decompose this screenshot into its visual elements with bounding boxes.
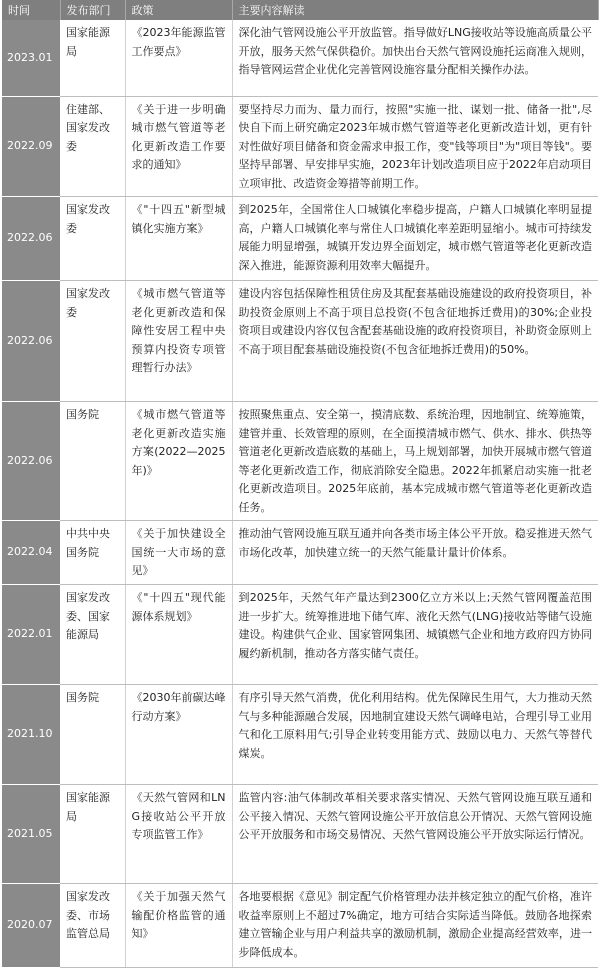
row-content: 到2025年，天然气年产量达到2300亿立方米以上;天然气管网覆盖范围进一步扩大。统筹推进地下储气库、液化天然气(LNG)接收站等储气设施建设。构建供气企业、国家管网集团、城镇燃气企业和地方政府四方协同履约新机制，推动各方落实储气责任。 bbox=[232, 585, 598, 685]
header-policy: 政策 bbox=[125, 0, 232, 20]
row-content: 监管内容:油气体制改革相关要求落实情况、天然气管网设施互联互通和公平接入情况、天然气管网设施公平开放信息公开情况、天然气管网设施公平开放服务和市场交易情况、天然气管网设施公平开放实际运行情况。 bbox=[232, 785, 598, 884]
row-content: 按照聚焦重点、安全第一，摸清底数、系统治理，因地制宜、统筹施策，建管并重、长效管理的原则，在全面摸清城市燃气、供水、排水、供热等管道老化更新改造底数的基础上，马上规划部署，加快开展城市燃气管道等老化更新改造工作，彻底消除安全隐患。2022年抓紧启动实施一批老化更新改造项目。2025年底前，基本完成城市燃气管道等老化更新改造任务。 bbox=[232, 402, 598, 521]
row-policy: 《关于加强天然气输配价格监管的通知》 bbox=[125, 884, 232, 968]
table-body bbox=[2, 20, 598, 968]
row-content: 到2025年，全国常住人口城镇化率稳步提高，户籍人口城镇化率明显提高，户籍人口城镇化率与常住人口城镇化率差距明显缩小。城市可持续发展能力明显增强，城镇开发边界全面划定，城市燃气管道等老化更新改造深入推进，能源资源利用效率大幅提升。 bbox=[232, 197, 598, 281]
table-row bbox=[2, 521, 598, 585]
row-policy: 《2023年能源监管工作要点》 bbox=[125, 20, 232, 96]
row-date: 2023.01 bbox=[2, 20, 60, 96]
row-date: 2021.05 bbox=[2, 785, 60, 884]
row-dept: 中共中央国务院 bbox=[60, 521, 125, 585]
table-row bbox=[2, 685, 598, 785]
row-dept: 国务院 bbox=[60, 402, 125, 521]
row-policy: 《2030年前碳达峰行动方案》 bbox=[125, 685, 232, 785]
row-dept: 国务院 bbox=[60, 685, 125, 785]
row-date: 2021.10 bbox=[2, 685, 60, 785]
header-date: 时间 bbox=[2, 0, 60, 20]
row-policy: 《关于加快建设全国统一大市场的意见》 bbox=[125, 521, 232, 585]
row-content: 推动油气管网设施互联互通并向各类市场主体公平开放。稳妥推进天然气市场化改革，加快建立统一的天然气能量计量计价体系。 bbox=[232, 521, 598, 585]
row-policy: 《城市燃气管道等老化更新改造和保障性安居工程中央预算内投资专项管理暂行办法》 bbox=[125, 281, 232, 402]
row-dept: 国家能源局 bbox=[60, 20, 125, 96]
row-dept: 国家发改委 bbox=[60, 281, 125, 402]
table-header bbox=[2, 0, 598, 20]
row-content: 建设内容包括保障性租赁住房及其配套基础设施建设的政府投资项目，补助投资金原则上不高于项目总投资(不包含征地拆迁费用)的30%;企业投资项目或建设内容仅包含配套基础设施的政府投资项目，补助资金原则上不高于项目配套基础设施投资(不包含征地拆迁费用)的50%。 bbox=[232, 281, 598, 402]
row-policy: 《关于进一步明确城市燃气管道等老化更新改造工作要求的通知》 bbox=[125, 96, 232, 197]
row-dept: 国家发改委 bbox=[60, 197, 125, 281]
row-dept: 国家能源局 bbox=[60, 785, 125, 884]
header-dept: 发布部门 bbox=[60, 0, 125, 20]
row-date: 2020.07 bbox=[2, 884, 60, 968]
row-dept: 国家发改委、市场监管总局 bbox=[60, 884, 125, 968]
header-row bbox=[2, 0, 598, 20]
row-policy: 《城市燃气管道等老化更新改造实施方案(2022—2025年)》 bbox=[125, 402, 232, 521]
table-row bbox=[2, 197, 598, 281]
row-policy: 《"十四五"新型城镇化实施方案》 bbox=[125, 197, 232, 281]
table-row bbox=[2, 785, 598, 884]
table-row bbox=[2, 585, 598, 685]
table-row bbox=[2, 281, 598, 402]
row-content: 各地要根据《意见》制定配气价格管理办法并核定独立的配气价格，准许收益率原则上不超过7%确定，地方可结合实际适当降低。鼓励各地探索建立管输企业与用户利益共享的激励机制，激励企业提高经营效率，进一步降低成本。 bbox=[232, 884, 598, 968]
table-row bbox=[2, 20, 598, 96]
row-date: 2022.06 bbox=[2, 402, 60, 521]
table-row bbox=[2, 402, 598, 521]
row-content: 要坚持尽力而为、量力而行，按照"实施一批、谋划一批、储备一批",尽快自下而上研究确定2023年城市燃气管道等老化更新改造计划，更有针对性做好项目储备和资金需求申报工作，变"钱等项目"为"项目等钱"。要坚持早部署、早安排早实施，2023年计划改造项目应于2022年启动项目立项审批、改造资金筹措等前期工作。 bbox=[232, 96, 598, 197]
row-date: 2022.09 bbox=[2, 96, 60, 197]
table-row bbox=[2, 96, 598, 197]
header-content: 主要内容解读 bbox=[232, 0, 598, 20]
row-date: 2022.04 bbox=[2, 521, 60, 585]
row-content: 有序引导天然气消费，优化利用结构。优先保障民生用气，大力推动天然气与多种能源融合发展，因地制宜建设天然气调峰电站，合理引导工业用气和化工原料用气;引导企业转变用能方式、鼓励以电力、天然气等替代煤炭。 bbox=[232, 685, 598, 785]
row-policy: 《"十四五"现代能源体系规划》 bbox=[125, 585, 232, 685]
row-date: 2022.06 bbox=[2, 197, 60, 281]
row-content: 深化油气管网设施公平开放监管。指导做好LNG接收站等设施高质量公平开放，服务天然气保供稳价。加快出台天然气管网设施托运商准入规则，指导管网运营企业优化完善管网设施容量分配相关操作办法。 bbox=[232, 20, 598, 96]
row-date: 2022.06 bbox=[2, 281, 60, 402]
row-policy: 《天然气管网和LNG接收站公平开放专项监管工作》 bbox=[125, 785, 232, 884]
row-dept: 国家发改委、国家能源局 bbox=[60, 585, 125, 685]
policy-table bbox=[2, 0, 599, 968]
row-date: 2022.01 bbox=[2, 585, 60, 685]
row-dept: 住建部、国家发改委 bbox=[60, 96, 125, 197]
